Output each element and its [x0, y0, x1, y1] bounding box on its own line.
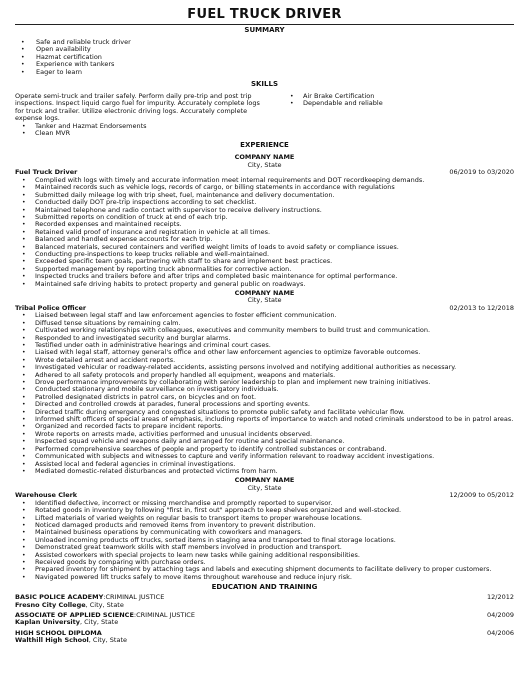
skills-left-column [15, 93, 269, 137]
school-location: , City, State [88, 636, 127, 645]
job-bullets [15, 177, 514, 288]
job-bullet: • Unloaded incoming products off trucks, sorted items in staging area and transported to final storage locations. [15, 537, 514, 544]
job-bullet: • Supported management by reporting truck abnormalities for corrective action. [15, 266, 514, 273]
education-date: 04/2006 [486, 628, 514, 637]
education-date: 04/2009 [486, 611, 514, 619]
job-bullet: • Exceeded specific team goals, partnering with staff to share and implement best practices. [15, 258, 514, 265]
job-entry [15, 290, 514, 475]
skill-item: • Dependable and reliable [283, 100, 514, 107]
degree-name: HIGH SCHOOL DIPLOMA [15, 628, 102, 637]
job-bullet: • Directed and controlled crowds at parades, funeral processions and sporting events. [15, 401, 514, 408]
job-bullet: • Maintained telephone and radio contact with supervisor to receive delivery instructions. [15, 207, 514, 214]
job-entry [15, 477, 514, 581]
job-bullet: • Wrote detailed arrest and accident reports. [15, 357, 514, 364]
job-bullet: • Demonstrated great teamwork skills with staff members involved in production and transport. [15, 544, 514, 551]
skill-item: • Air Brake Certification [283, 93, 514, 100]
summary-item: • Experience with tankers [15, 61, 514, 68]
degree-separator: : [133, 611, 137, 619]
job-bullet: • Testified under oath in administrative hearings and criminal court cases. [15, 342, 514, 349]
school-name: Kaplan University [15, 618, 81, 627]
job-bullet: • Conducted stationary and mobile surveillance on investigatory individuals. [15, 386, 514, 393]
job-bullet: • Patrolled designated districts in patrol cars, on bicycles and on foot. [15, 394, 514, 401]
job-bullet: • Directed traffic during emergency and congested situations to promote public safety and facilitate vehicular flow. [15, 409, 514, 416]
job-bullet: • Balanced materials, secured containers and verified weight limits of loads to avoid safety or compliance issues. [15, 244, 514, 251]
education-entry [15, 630, 514, 645]
school-line [15, 602, 514, 609]
job-bullet: • Wrote reports on arrests made, activities performed and unusual incidents observed. [15, 431, 514, 438]
summary-item: • Open availability [15, 46, 514, 53]
company-name: COMPANY NAME [234, 288, 295, 297]
summary-list [15, 39, 514, 76]
skill-item: • Clean MVR [15, 130, 269, 137]
job-bullet: • Performed comprehensive searches of people and property to identify controlled substances or contraband. [15, 446, 514, 453]
skills-left-list [15, 123, 269, 138]
job-bullet: • Inspected trucks and trailers before and after trips and completed basic maintenance for optimal performance. [15, 273, 514, 280]
degree-name: BASIC POLICE ACADEMY [15, 593, 104, 602]
experience-section [15, 154, 514, 581]
job-bullet: • Informed shift officers of special areas of emphasis, including reports of importance to watch and noted criminals understood to be in patrol areas. [15, 416, 514, 423]
summary-item: • Eager to learn [15, 69, 514, 76]
job-bullet: • Investigated vehicular or roadway-related accidents, assisting persons involved and notifying additional authorities as necessary. [15, 364, 514, 371]
school-location: , City, State [80, 618, 119, 627]
job-bullet: • Submitted reports on condition of truck at end of each trip. [15, 214, 514, 221]
education-entry [15, 594, 514, 609]
job-bullet: • Liaised between legal staff and law enforcement agencies to foster efficient communication. [15, 312, 514, 319]
job-dates: 02/2013 to 12/2018 [449, 303, 514, 312]
company-location: City, State [247, 160, 282, 169]
job-bullet: • Navigated powered lift trucks safely to move items throughout warehouse and reduce injury risk. [15, 574, 514, 581]
job-bullet: • Complied with logs with timely and accurate information meet internal requirements and DOT recordkeeping demands. [15, 177, 514, 184]
resume-title: FUEL TRUCK DRIVER [187, 7, 342, 22]
job-dates: 12/2009 to 05/2012 [449, 491, 514, 500]
job-bullet: • Received goods by comparing with purchase orders. [15, 559, 514, 566]
job-bullet: • Inspected squad vehicle and weapons daily and arranged for routine and special maintenance. [15, 438, 514, 445]
company-name: COMPANY NAME [234, 476, 295, 485]
job-bullet: • Assisted local and federal agencies in criminal investigations. [15, 461, 514, 468]
skills-right-list [283, 93, 514, 108]
company-location: City, State [247, 296, 282, 305]
job-bullet: • Mediated domestic-related disturbances and protected victims from harm. [15, 468, 514, 475]
job-title: Warehouse Clerk [15, 491, 78, 500]
job-bullet: • Adhered to all safety protocols and properly handled all equipment, weapons and materials. [15, 372, 514, 379]
job-title: Fuel Truck Driver [15, 168, 78, 177]
skill-item: • Tanker and Hazmat Endorsements [15, 123, 269, 130]
job-bullet: • Lifted materials of varied weights on regular basis to transport items to proper warehouse locations. [15, 515, 514, 522]
summary-item: • Hazmat certification [15, 54, 514, 61]
job-bullet: • Maintained safe driving habits to protect property and general public on roadways. [15, 281, 514, 288]
degree-separator: : [103, 593, 106, 602]
job-bullets [15, 500, 514, 581]
job-bullet: • Maintained records such as vehicle logs, records of cargo, or billing statements in accordance with regulations [15, 184, 514, 191]
job-dates: 06/2019 to 03/2020 [449, 168, 514, 177]
job-bullet: • Prepared inventory for shipment by attaching tags and labels and executing shipment documents to facilitate delivery to proper customers. [15, 566, 514, 573]
company-name: COMPANY NAME [234, 153, 295, 162]
job-entry [15, 154, 514, 288]
job-bullet: • Noticed damaged products and removed items from inventory to prevent distribution. [15, 522, 514, 529]
job-bullet: • Communicated with subjects and witnesses to capture and verify information relevant to roadway accident investigations. [15, 453, 514, 460]
skills-paragraph: Operate semi-truck and trailer safely. Perform daily pre-trip and post trip inspections. Inspect liquid cargo fuel for impurity. Accurately complete logs for truck and trailer. Utilize electronic driving logs. Accurately complete expense logs. [15, 92, 260, 123]
skills-heading: SKILLS [250, 80, 279, 89]
education-heading: EDUCATION AND TRAINING [211, 583, 318, 592]
job-bullet: • Responded to and investigated security and burglar alarms. [15, 335, 514, 342]
summary-item: • Safe and reliable truck driver [15, 39, 514, 46]
company-location: City, State [247, 483, 282, 492]
job-bullet: • Cultivated working relationships with colleagues, executives and community members to build trust and communication. [15, 327, 514, 334]
degree-name: ASSOCIATE OF APPLIED SCIENCE [15, 611, 134, 619]
job-bullet: • Assisted coworkers with special projects to learn new tasks while gaining additional responsibilities. [15, 552, 514, 559]
school-line [15, 637, 514, 644]
job-bullet: • Conducted daily DOT pre-trip inspections according to set checklist. [15, 199, 514, 206]
job-bullet: • Maintained business operations by communicating with coworkers and managers. [15, 529, 514, 536]
job-bullet: • Identified defective, incorrect or missing merchandise and promptly reported to supervisor. [15, 500, 514, 507]
job-bullet: • Organized and recorded facts to prepare incident reports. [15, 423, 514, 430]
divider [15, 24, 514, 25]
school-line [15, 619, 514, 626]
skills-right-column [269, 93, 514, 137]
education-entry [15, 612, 514, 627]
job-bullet: • Rotated goods in inventory by following "first in, first out" approach to keep shelves organized and well-stocked. [15, 507, 514, 514]
degree-field: CRIMINAL JUSTICE [136, 611, 195, 619]
job-title: Tribal Police Officer [15, 303, 87, 312]
education-date: 12/2012 [486, 593, 514, 602]
job-bullet: • Diffused tense situations by remaining calm. [15, 320, 514, 327]
job-bullet: • Drove performance improvements by collaborating with senior leadership to plan and implement new training initiatives. [15, 379, 514, 386]
job-bullet: • Conducting pre-inspections to keep trucks reliable and well-maintained. [15, 251, 514, 258]
job-bullet: • Submitted daily mileage log with trip sheet, fuel, maintenance and delivery documentation. [15, 192, 514, 199]
summary-heading: SUMMARY [244, 26, 285, 34]
school-name: Fresno City College [15, 600, 86, 609]
job-bullet: • Liaised with legal staff, attorney general's office and other law enforcement agencies to optimize favorable outcomes. [15, 349, 514, 356]
experience-heading: EXPERIENCE [240, 141, 289, 150]
job-bullet: • Retained valid proof of insurance and registration in vehicle at all times. [15, 229, 514, 236]
school-location: , City, State [85, 600, 124, 609]
job-bullet: • Balanced and handled expense accounts for each trip. [15, 236, 514, 243]
skills-section [15, 93, 514, 137]
degree-field: CRIMINAL JUSTICE [105, 593, 165, 602]
school-name: Walthill High School [15, 636, 89, 645]
job-bullets [15, 312, 514, 475]
job-bullet: • Recorded expenses and maintained receipts. [15, 221, 514, 228]
education-section [15, 594, 514, 644]
